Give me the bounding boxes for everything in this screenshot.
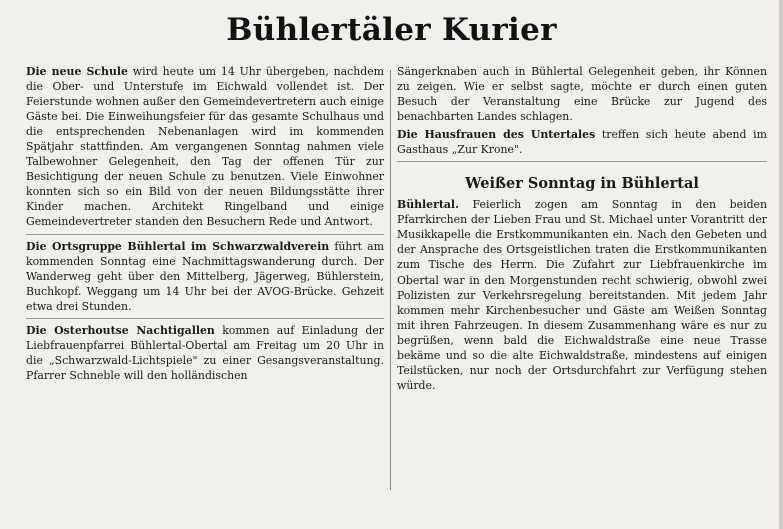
article-hausfrauen-text: treffen sich heute abend im Gasthaus „Zur Krone".	[397, 128, 767, 157]
article-schwarzwaldverein	[26, 239, 384, 314]
article-nachtigallen-continuation: Sängerknaben auch in Bühlertal Gelegenheit geben, ihr Können zu zeigen. Wie er selbst sagte, möchte er durch einen guten Besuch der Veranstaltung eine Brücke zur Jugend des benachbarten Landes schlagen.	[397, 65, 767, 124]
article-weisser-sonntag-text: Feierlich zogen am Sonntag in den beiden Pfarrkirchen der Lieben Frau und St. Michael unter Vorantritt der Musikkapelle die Erstkommunikanten ein. Nach den Gebeten und der Ansprache des Ortsgeistlichen traten die Erstkommunikanten zum Tische des Herrn. Die Zufahrt zur Liebfrauenkirche im Obertal war in den Morgenstunden recht schwierig, obwohl zwei Polizisten zur Verkehrsregelung bereitstanden. Mit jedem Jahr kommen mehr Kirchenbesucher und Gäste am Weißen Sonntag mit ihren Fahrzeugen. In diesem Zusammenhang wäre es nur zu begrüßen, wenn bald die Eichwaldstraße eine neue Trasse bekäme und so die alte Eichwaldstraße, mindestens auf einigen Teilstücken, nur noch der Ortsdurchfahrt zur Verfügung stehen würde.	[397, 198, 767, 392]
section-divider	[26, 234, 384, 235]
article-weisser-sonntag-lead: Bühlertal.	[397, 198, 459, 212]
column-divider	[390, 70, 391, 490]
article-nachtigallen-text: kommen auf Einladung der Liebfrauenpfarrei Bühlertal-Obertal am Freitag um 20 Uhr in die „Schwarzwald-Lichtspiele" zu einer Gesangsveranstaltung. Pfarrer Schneble will den holländischen	[26, 323, 384, 382]
section-divider	[397, 161, 767, 162]
article-school-lead: Die neue Schule	[26, 65, 128, 78]
article-nachtigallen	[26, 323, 384, 383]
left-column	[26, 64, 384, 383]
article-headline: Weißer Sonntag in Bühlertal	[465, 175, 699, 193]
article-nachtigallen-lead: Die Osterhoutse Nachtigallen	[26, 323, 215, 337]
article-weisser-sonntag	[397, 197, 767, 393]
article-school-text: wird heute um 14 Uhr übergeben, nachdem die Ober- und Unterstufe im Eichwald vollendet ist. Der Feierstunde wohnen außer den Gemeindevertretern auch einige Gäste bei. Die Einweihungsfeier für das gesamte Schulhaus und die entsprechenden Nebenanlagen wird im kommenden Spätjahr stattfinden. Am vergangenen Sonntag nahmen viele Talbewohner Gelegenheit, den Tag der offenen Tür zur Besichtigung der neuen Schule zu benutzen. Viele Einwohner konnten sich so ein Bild von der neuen Bildungsstätte ihrer Kinder machen. Architekt Ringelband und einige Gemeindevertreter standen den Besuchern Rede und Antwort.	[26, 65, 385, 229]
page-edge	[779, 0, 783, 529]
right-column	[397, 64, 767, 393]
article-hausfrauen	[397, 127, 767, 157]
article-schwarzwaldverein-lead: Die Ortsgruppe Bühlertal im Schwarzwaldverein	[26, 239, 330, 253]
article-school	[26, 64, 384, 230]
article-schwarzwaldverein-text: führt am kommenden Sonntag eine Nachmittagswanderung durch. Der Wanderweg geht über den Mittelberg, Jägerweg, Bühlerstein, Buchkopf. Weggang um 14 Uhr bei der AVOG-Brücke. Gehzeit etwa drei Stunden.	[26, 239, 384, 313]
article-hausfrauen-lead: Die Hausfrauen des Untertales	[397, 128, 596, 142]
newspaper-masthead: Bühlertäler Kurier	[226, 12, 557, 48]
section-divider	[26, 318, 384, 319]
